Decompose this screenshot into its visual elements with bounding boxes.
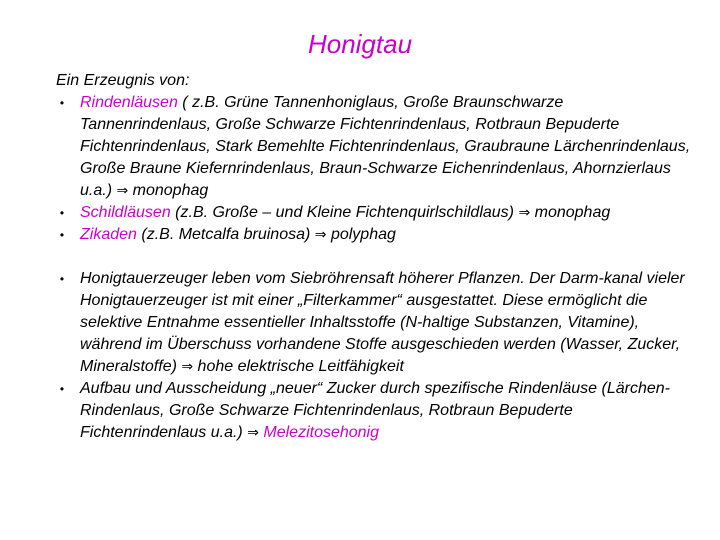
bullet-text: Aufbau und Ausscheidung „neuer“ Zucker durch spezifische Rindenläuse (Lärchen-Rindenlaus, Große Schwarze Fichtenrindenlaus, Rotbraun Bepuderte Fichtenrindenlaus u.a.) (80, 380, 670, 441)
bullet-honigtauerzeuger (56, 268, 696, 378)
bullet-text: (z.B. Metcalfa bruinosa) (136, 226, 315, 243)
bullet-marker: • (59, 272, 65, 286)
intro-text: Ein Erzeugnis von: (56, 72, 190, 89)
bullet-result: hohe elektrische Leitfähigkeit (193, 358, 404, 375)
bullet-schildlaeuse (56, 202, 696, 224)
slide-title: Honigtau (307, 29, 413, 59)
bullet-marker: • (59, 382, 65, 396)
spacer (56, 246, 696, 268)
implies-arrow-icon: ⇒ (116, 183, 129, 199)
bullet-text: Honigtauerzeuger leben vom Siebröhrensaft höherer Pflanzen. Der Darm-kanal vieler Honigtauerzeuger ist mit einer „Filterkammer“ ausgestattet. Diese ermöglicht die selektive Entnahme essentieller Inhaltsstoffe (N-haltige Substanzen, Vitamine), während im Überschuss vorhandene Stoffe ausgeschieden werden (Wasser, Zucker, Mineralstoffe) (80, 270, 685, 375)
bullet-list (56, 92, 696, 444)
highlight-term: Rindenläusen (80, 94, 178, 111)
bullet-result: polyphag (326, 226, 396, 243)
implies-arrow-icon: ⇒ (518, 205, 531, 221)
bullet-marker: • (59, 206, 65, 220)
bullet-text: (z.B. Große – und Kleine Fichtenquirlschildlaus) (170, 204, 519, 221)
bullet-rindenlaeuse (56, 92, 696, 202)
bullet-result: monophag (530, 204, 611, 221)
highlight-term: Schildläusen (80, 204, 171, 221)
bullet-marker: • (59, 228, 65, 242)
implies-arrow-icon: ⇒ (247, 425, 259, 441)
highlight-result: Melezitosehonig (258, 424, 380, 441)
highlight-term: Zikaden (80, 226, 137, 243)
bullet-melezitose (56, 378, 696, 444)
implies-arrow-icon: ⇒ (181, 359, 194, 375)
bullet-marker: • (59, 96, 65, 110)
implies-arrow-icon: ⇒ (314, 227, 327, 243)
bullet-text: ( z.B. Grüne Tannenhoniglaus, Große Braunschwarze Tannenrindenlaus, Große Schwarze Fichtenrindenlaus, Rotbraun Bepuderte Fichtenrindenlaus, Stark Bemehlte Fichtenrindenlaus, Graubraune Lärchenrindenlaus, Große Braune Kiefernrindenlaus, Braun-Schwarze Eichenrindenlaus, Ahornzierlaus u.a.) (80, 94, 691, 199)
bullet-result: monophag (128, 182, 209, 199)
bullet-zikaden (56, 224, 696, 246)
